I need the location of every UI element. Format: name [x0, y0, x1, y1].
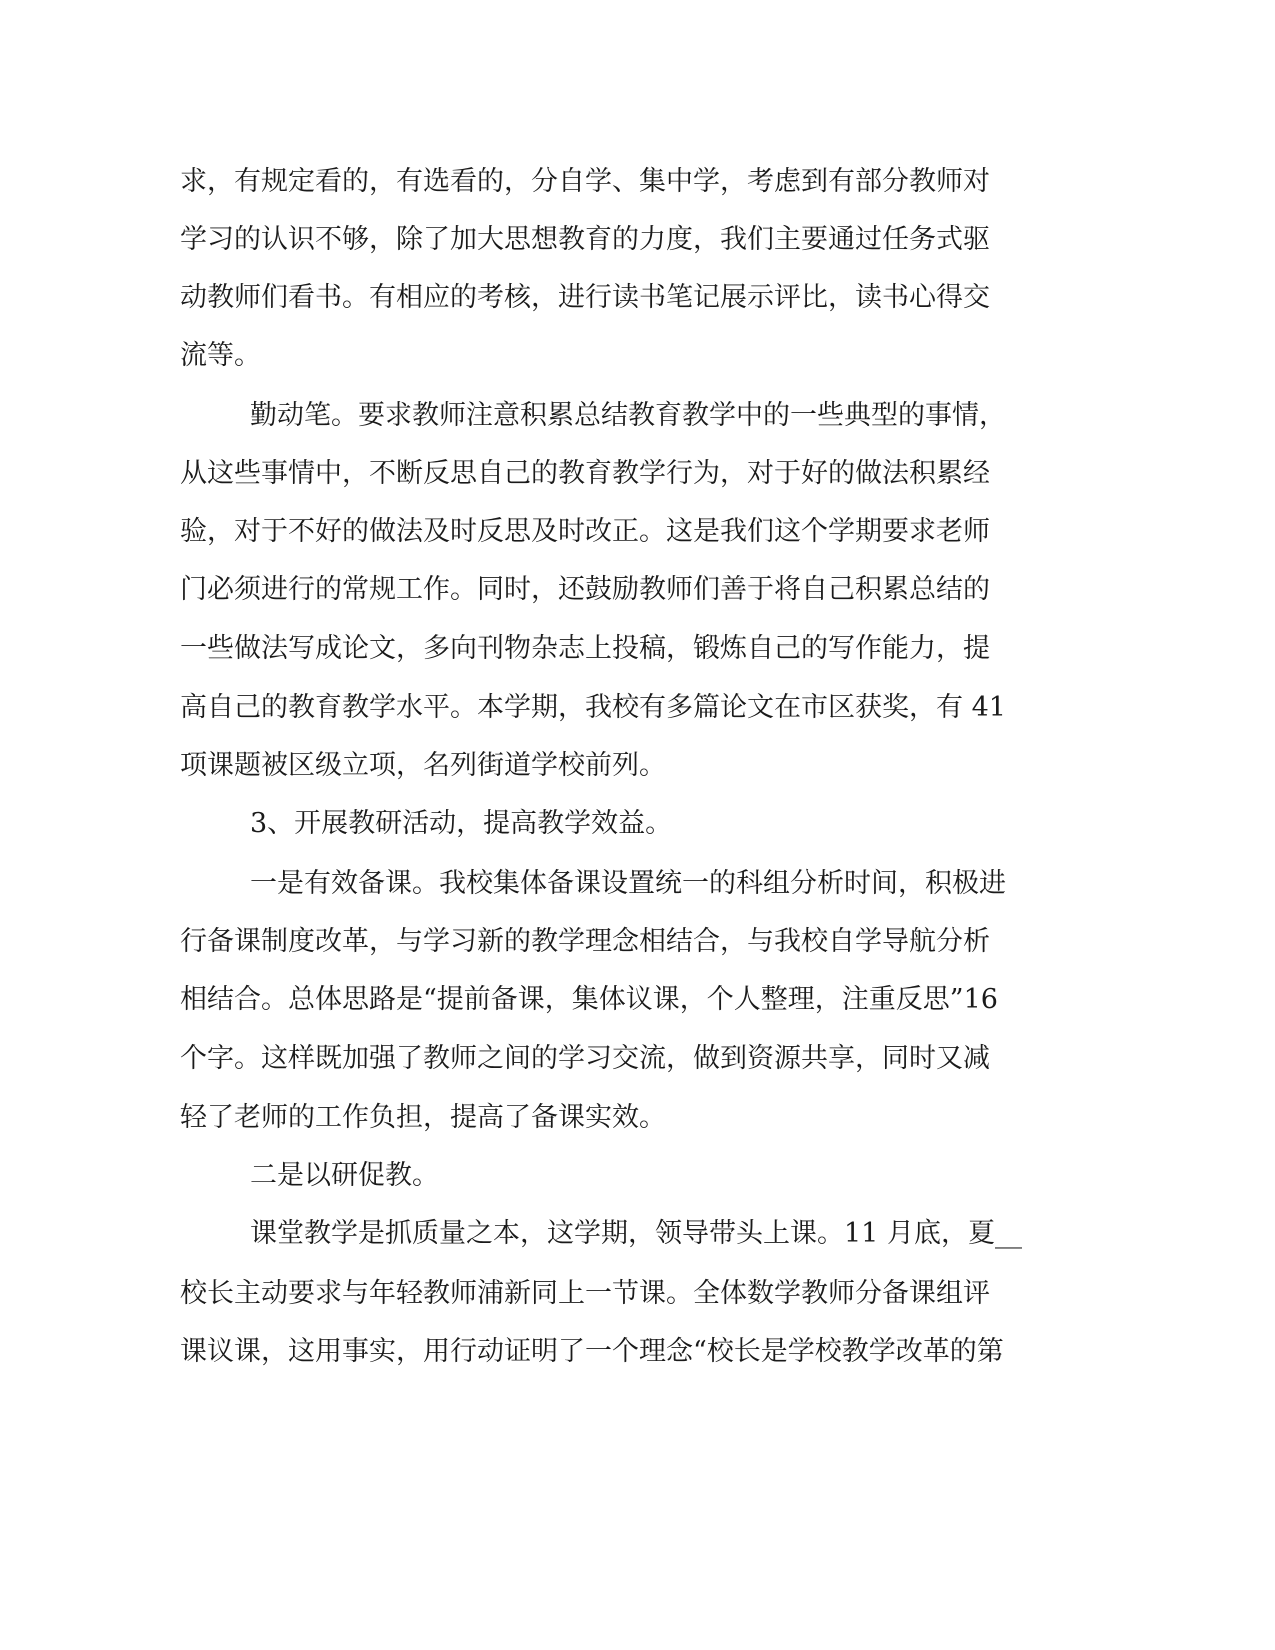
text-line: 相结合。总体思路是“提前备课，集体议课，个人整理，注重反思”16 — [180, 984, 998, 1015]
text-line: 二是以研促教。 — [250, 1160, 439, 1191]
text-line: 求，有规定看的，有选看的，分自学、集中学，考虑到有部分教师对 — [180, 166, 990, 197]
text-line: 课议课，这用事实，用行动证明了一个理念“校长是学校教学改革的第 — [180, 1336, 1004, 1367]
text-line: 勤动笔。要求教师注意积累总结教育教学中的一些典型的事情， — [250, 400, 1006, 431]
text-line: 课堂教学是抓质量之本，这学期，领导带头上课。11 月底，夏__ — [250, 1218, 1022, 1249]
text-line: 项课题被区级立项，名列街道学校前列。 — [180, 750, 666, 781]
text-line: 校长主动要求与年轻教师浦新同上一节课。全体数学教师分备课组评 — [180, 1278, 990, 1309]
text-line: 高自己的教育教学水平。本学期，我校有多篇论文在市区获奖，有 41 — [180, 692, 1006, 723]
text-line: 验，对于不好的做法及时反思及时改正。这是我们这个学期要求老师 — [180, 516, 990, 547]
text-line: 行备课制度改革，与学习新的教学理念相结合，与我校自学导航分析 — [180, 926, 990, 957]
text-line: 门必须进行的常规工作。同时，还鼓励教师们善于将自己积累总结的 — [180, 574, 990, 605]
text-line: 动教师们看书。有相应的考核，进行读书笔记展示评比，读书心得交 — [180, 282, 990, 313]
text-line: 一是有效备课。我校集体备课设置统一的科组分析时间，积极进 — [250, 868, 1006, 899]
text-line: 个字。这样既加强了教师之间的学习交流，做到资源共享，同时又减 — [180, 1043, 990, 1074]
text-line: 学习的认识不够，除了加大思想教育的力度，我们主要通过任务式驱 — [180, 224, 990, 255]
text-line: 轻了老师的工作负担，提高了备课实效。 — [180, 1102, 666, 1133]
text-line: 一些做法写成论文，多向刊物杂志上投稿，锻炼自己的写作能力，提 — [180, 633, 990, 664]
text-line: 流等。 — [180, 340, 261, 371]
text-line: 从这些事情中，不断反思自己的教育教学行为，对于好的做法积累经 — [180, 458, 990, 489]
text-line: 3、开展教研活动，提高教学效益。 — [250, 808, 673, 839]
